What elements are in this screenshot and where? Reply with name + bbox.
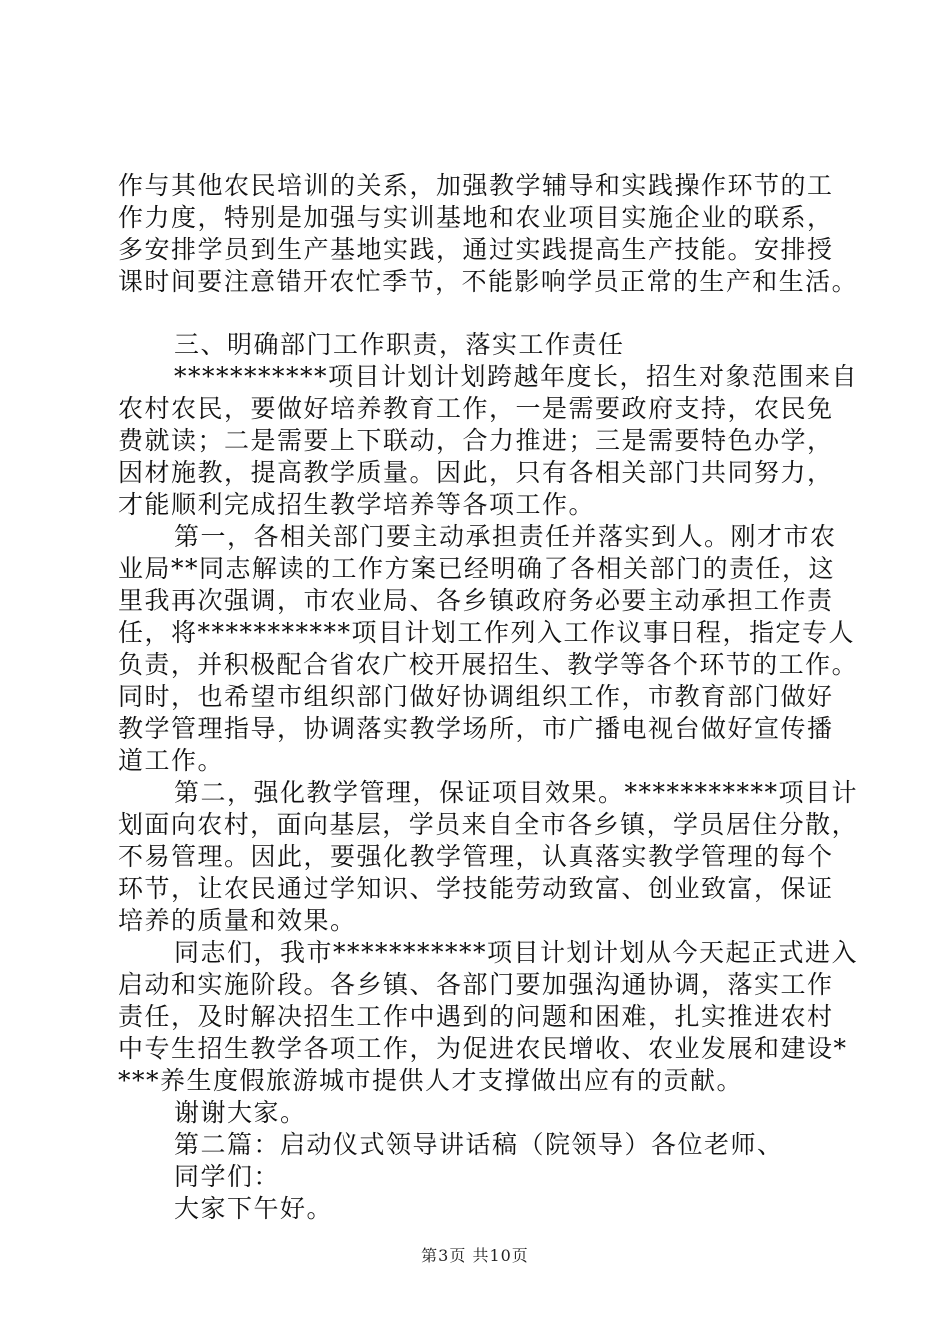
paragraph-line: ***********项目计划计划跨越年度长，招生对象范围来自 (174, 362, 859, 391)
paragraph-line: 谢谢大家。 (174, 1098, 307, 1127)
paragraph-line: 任，将***********项目计划工作列入工作议事日程，指定专人 (118, 618, 856, 647)
paragraph-line: 农村农民，要做好培养教育工作，一是需要政府支持，农民免 (118, 394, 834, 423)
paragraph-line: 负责，并积极配合省农广校开展招生、教学等各个环节的工作。 (118, 650, 859, 679)
section-heading: 第二篇：启动仪式领导讲话稿（院领导）各位老师、 (174, 1130, 784, 1159)
page-number: 第3页 共10页 (421, 1246, 529, 1265)
paragraph-line: 道工作。 (118, 746, 225, 775)
paragraph-line: 多安排学员到生产基地实践，通过实践提高生产技能。安排授 (118, 235, 834, 264)
paragraph-line: 责任，及时解决招生工作中遇到的问题和困难，扎实推进农村 (118, 1002, 834, 1031)
paragraph-line: ***养生度假旅游城市提供人才支撑做出应有的贡献。 (118, 1066, 744, 1095)
paragraph-line: 因材施教，提高教学质量。因此，只有各相关部门共同努力， (118, 458, 834, 487)
paragraph-line: 划面向农村，面向基层，学员来自全市各乡镇，学员居住分散， (118, 810, 859, 839)
paragraph-line: 费就读；二是需要上下联动，合力推进；三是需要特色办学， (118, 426, 834, 455)
paragraph-line: 启动和实施阶段。各乡镇、各部门要加强沟通协调，落实工作 (118, 970, 834, 999)
paragraph-line: 里我再次强调，市农业局、各乡镇政府务必要主动承担工作责 (118, 586, 834, 615)
paragraph-line: 环节，让农民通过学知识、学技能劳动致富、创业致富，保证 (118, 874, 834, 903)
paragraph-line: 同志们，我市***********项目计划计划从今天起正式进入 (174, 938, 859, 967)
paragraph-line: 第一，各相关部门要主动承担责任并落实到人。刚才市农 (174, 522, 837, 551)
paragraph-line: 课时间要注意错开农忙季节，不能影响学员正常的生产和生活。 (118, 267, 859, 296)
paragraph-line: 作与其他农民培训的关系，加强教学辅导和实践操作环节的工 (118, 171, 834, 200)
paragraph-line: 大家下午好。 (174, 1194, 334, 1223)
paragraph-line: 教学管理指导，协调落实教学场所，市广播电视台做好宣传播 (118, 714, 834, 743)
section-heading: 三、明确部门工作职责，落实工作责任 (174, 330, 625, 359)
paragraph-line: 业局**同志解读的工作方案已经明确了各相关部门的责任，这 (118, 554, 836, 583)
paragraph-line: 第二，强化教学管理，保证项目效果。***********项目计 (174, 778, 859, 807)
paragraph-line: 同学们： (174, 1162, 281, 1191)
paragraph-line: 同时，也希望市组织部门做好协调组织工作，市教育部门做好 (118, 682, 834, 711)
paragraph-line: 培养的质量和效果。 (118, 906, 357, 935)
paragraph-line: 作力度，特别是加强与实训基地和农业项目实施企业的联系， (118, 203, 834, 232)
paragraph-line: 才能顺利完成招生教学培养等各项工作。 (118, 490, 596, 519)
paragraph-line: 中专生招生教学各项工作，为促进农民增收、农业发展和建设* (118, 1034, 848, 1063)
paragraph-line: 不易管理。因此，要强化教学管理，认真落实教学管理的每个 (118, 842, 834, 871)
